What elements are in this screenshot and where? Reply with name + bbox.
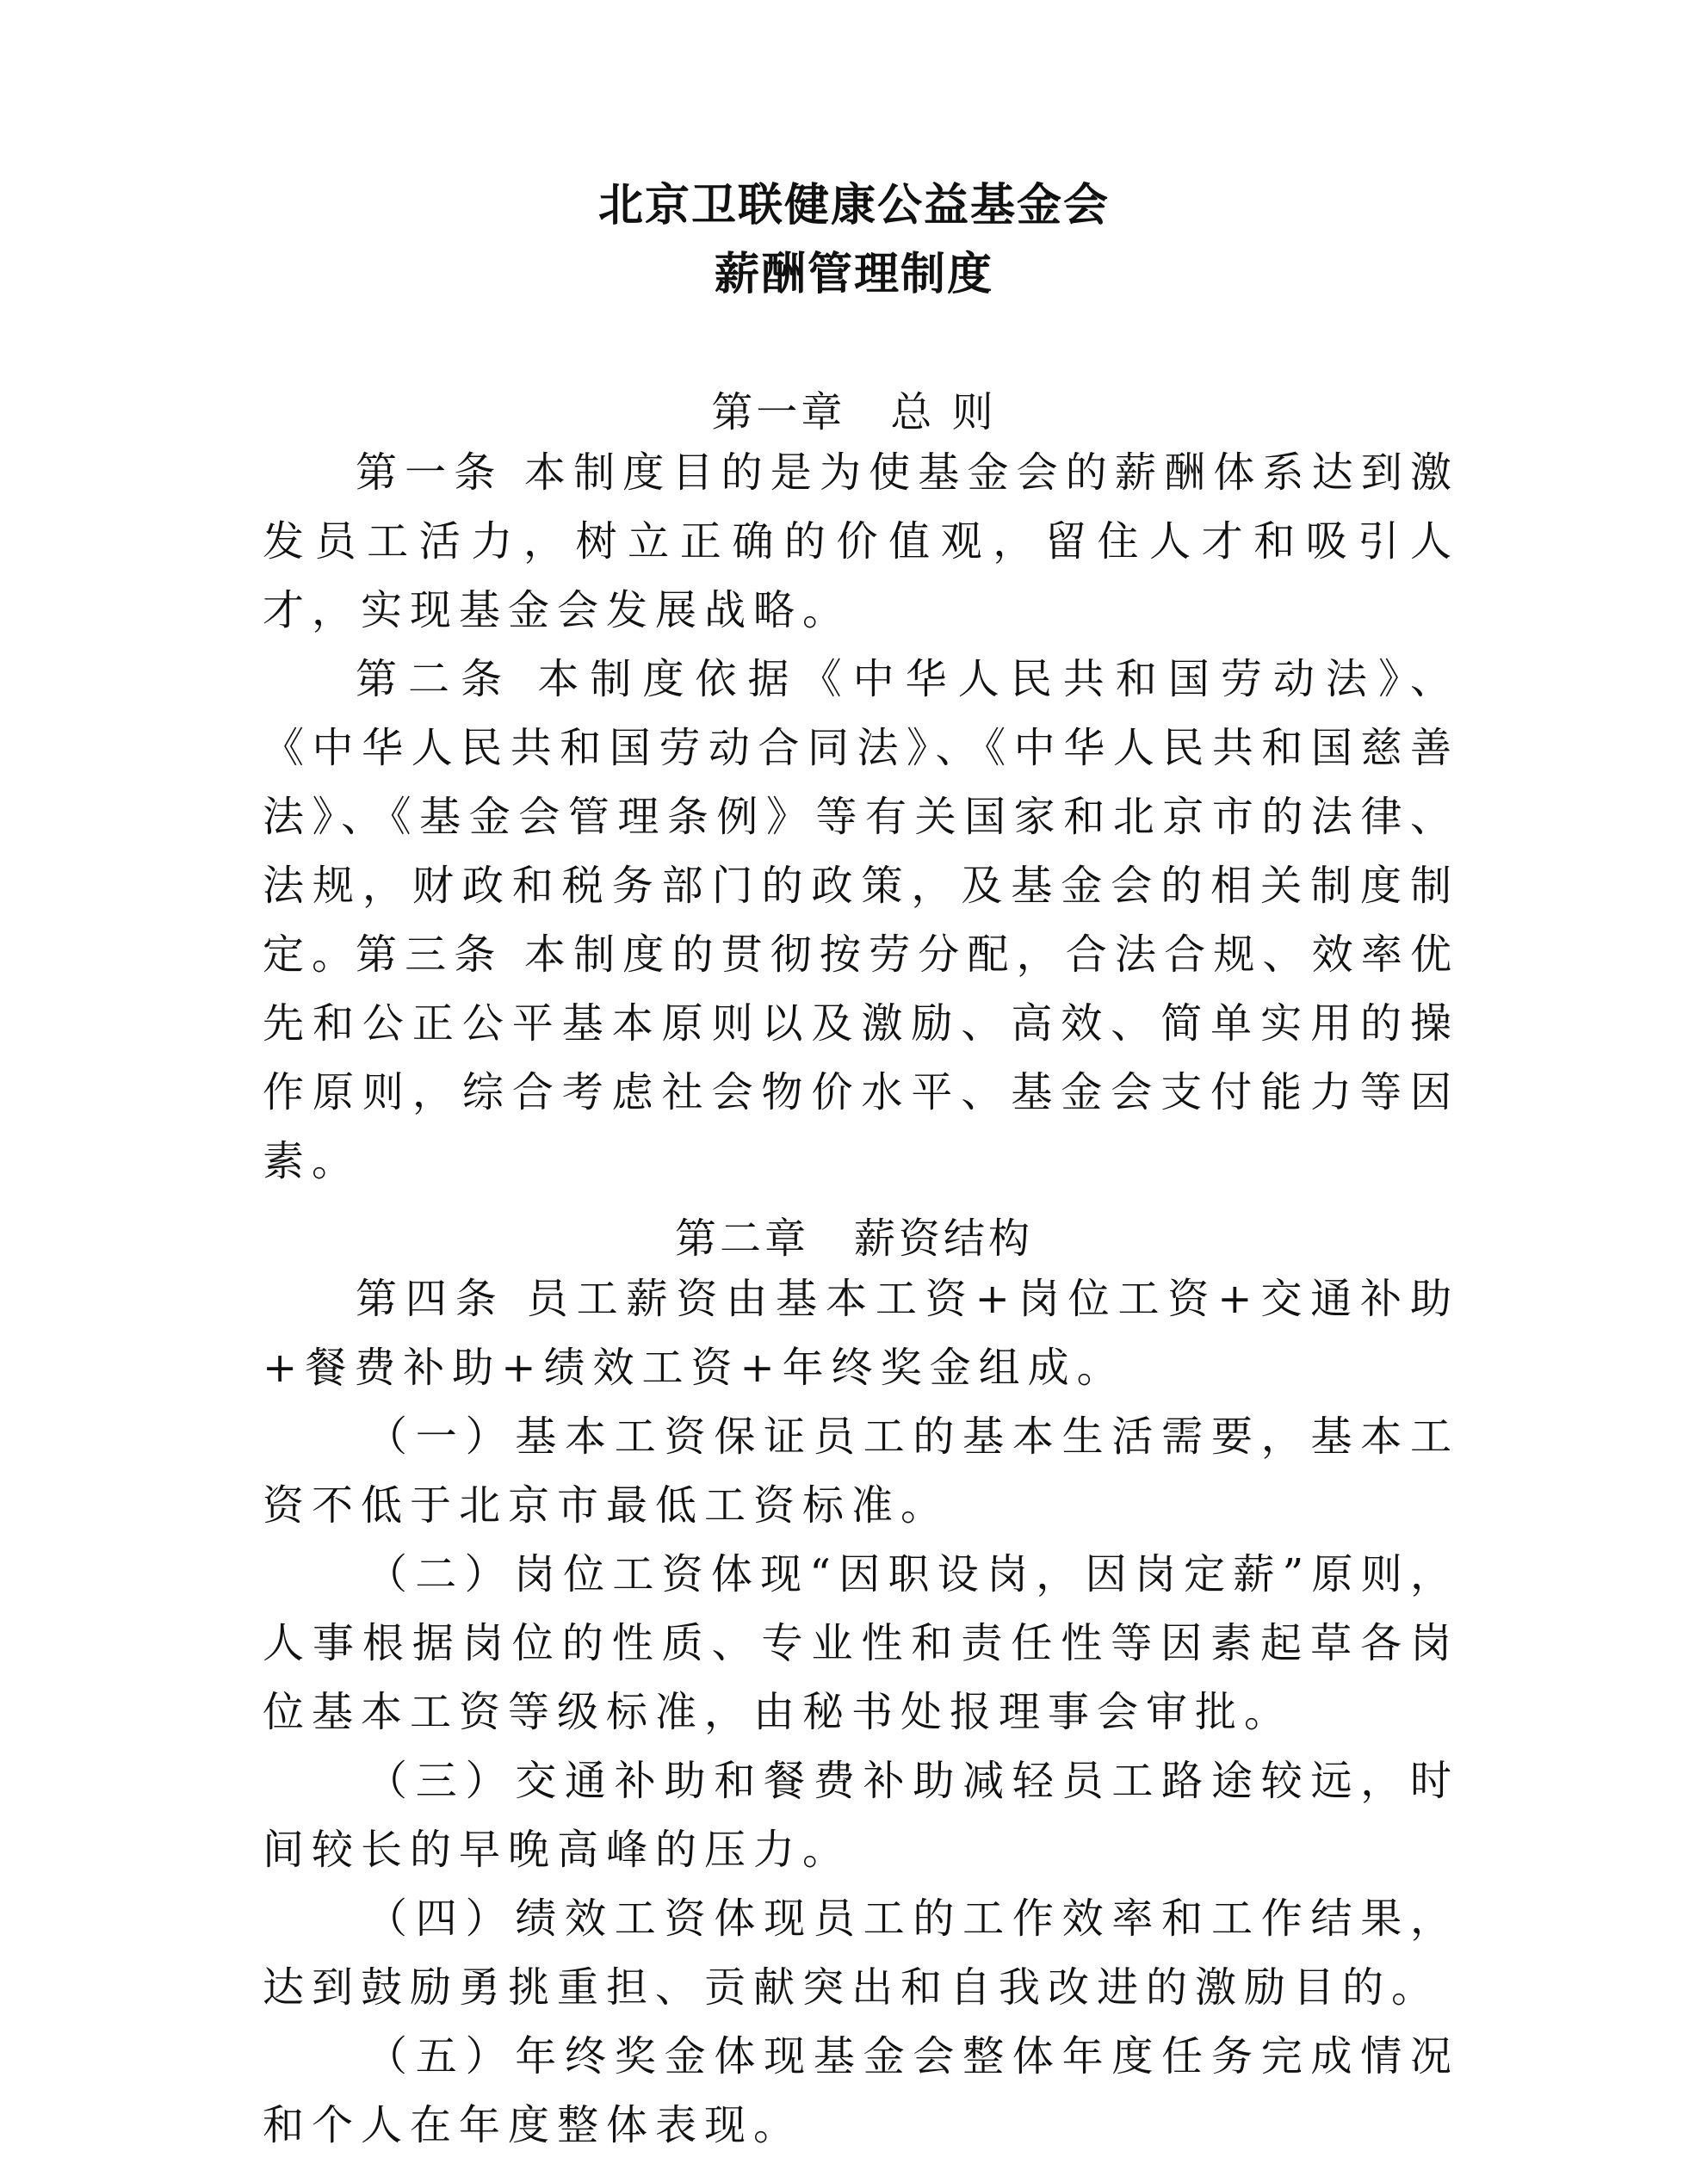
article-paragraph: 第四条 员工薪资由基本工资+岗位工资+交通补助+餐费补助+绩效工资+年终奖金组成。: [263, 1275, 1459, 1392]
article-paragraph: 第一条 本制度目的是为使基金会的薪酬体系达到激发员工活力，树立正确的价值观，留住人才和吸引人才，实现基金会发展战略。: [263, 448, 1459, 634]
document-subtitle: 薪酬管理制度: [714, 248, 993, 300]
chapter-heading: 第二章 薪资结构: [674, 1215, 1033, 1263]
clause-paragraph: （四）绩效工资体现员工的工作效率和工作结果，达到鼓励勇挑重担、贡献突出和自我改进的激励目的。: [263, 1895, 1459, 2012]
document-title: 北京卫联健康公益基金会: [597, 179, 1110, 232]
clause-paragraph: （二）岗位工资体现“因职设岗，因岗定薪”原则，人事根据岗位的性质、专业性和责任性等因素起草各岗位基本工资等级标准，由秘书处报理事会审批。: [263, 1550, 1459, 1736]
chapter-heading: 第一章 总 则: [711, 388, 997, 436]
clause-paragraph: （一）基本工资保证员工的基本生活需要，基本工资不低于北京市最低工资标准。: [263, 1413, 1459, 1530]
clause-paragraph: （五）年终奖金体现基金会整体年度任务完成情况和个人在年度整体表现。: [263, 2032, 1459, 2149]
clause-paragraph: （三）交通补助和餐费补助减轻员工路途较远，时间较长的早晚高峰的压力。: [263, 1757, 1459, 1874]
article-paragraph: 第三条 本制度的贯彻按劳分配，合法合规、效率优先和公正公平基本原则以及激励、高效、简单实用的操作原则，综合考虑社会物价水平、基金会支付能力等因素。: [263, 930, 1459, 1185]
article-paragraph: 第二条 本制度依据《中华人民共和国劳动法》、《中华人民共和国劳动合同法》、《中华人民共和国慈善法》、《基金会管理条例》等有关国家和北京市的法律、法规，财政和税务部门的政策，及基金会的相关制度制定。: [263, 655, 1459, 979]
